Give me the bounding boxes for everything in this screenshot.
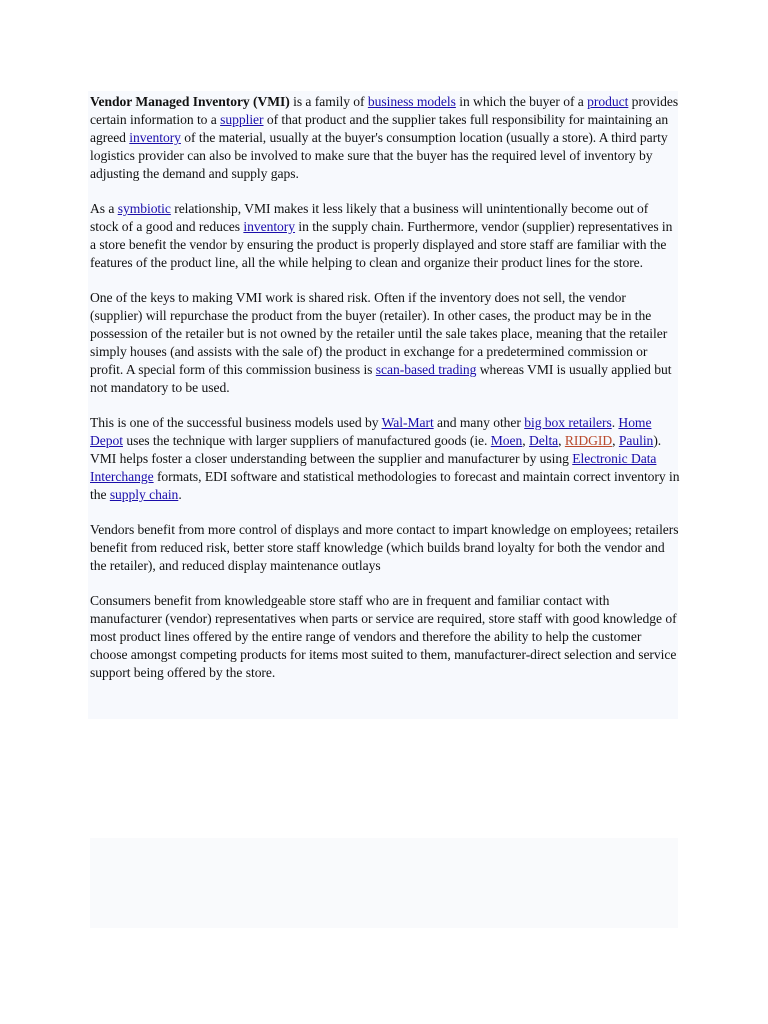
- paragraph-vmi-definition: [90, 93, 680, 183]
- paragraph-text: and many other: [433, 415, 525, 430]
- paragraph-text: is a family of: [289, 94, 368, 109]
- paragraph-text: of the material, usually at the buyer's consumption location (usually a store). A third party logistics provider can also be involved to make sure that the buyer has the required level of inventory by adjusting the demand and supply gaps.: [90, 130, 668, 181]
- link-inventory[interactable]: inventory: [129, 130, 181, 145]
- paragraph-text: This is one of the successful business models used by: [90, 415, 382, 430]
- link-scan-based-trading[interactable]: scan-based trading: [375, 362, 477, 377]
- link-paulin[interactable]: Paulin: [618, 433, 654, 448]
- paragraph-text: ). VMI helps foster a closer understanding between the supplier and manufacturer by using: [90, 433, 662, 466]
- term-vmi: Vendor Managed Inventory (VMI): [90, 94, 290, 109]
- paragraph-vendor-benefits: Vendors benefit from more control of displays and more contact to impart knowledge on employees; retailers benefit from reduced risk, better store staff knowledge (which builds brand loyalty for both the vendor and the retailer), and reduced display maintenance outlays: [90, 522, 679, 573]
- link-symbiotic[interactable]: symbiotic: [117, 201, 171, 216]
- paragraph-text: whereas VMI is usually applied but not mandatory to be used.: [90, 362, 672, 395]
- link-big-box-retailers[interactable]: big box retailers: [524, 415, 612, 430]
- paragraph-text: As a: [90, 201, 118, 216]
- link-supply-chain[interactable]: supply chain: [109, 487, 179, 502]
- paragraph-text: ,: [558, 433, 565, 448]
- link-electronic-data-interchange[interactable]: Electronic Data Interchange: [90, 451, 657, 484]
- link-ridgid[interactable]: RIDGID: [564, 433, 613, 448]
- link-business-models[interactable]: business models: [367, 94, 456, 109]
- link-home-depot[interactable]: Home Depot: [90, 415, 652, 448]
- empty-content-block: [90, 838, 678, 928]
- paragraph-text: formats, EDI software and statistical methodologies to forecast and maintain correct inventory in the: [90, 469, 680, 502]
- paragraph-text: in the supply chain. Furthermore, vendor (supplier) representatives in a store benefit the vendor by ensuring the product is properly displayed and store staff are familiar with the features of the product line, all the while helping to clean and organize their product lines for the store.: [90, 219, 673, 270]
- link-supplier[interactable]: supplier: [220, 112, 264, 127]
- paragraph-text: .: [611, 415, 619, 430]
- link-wal-mart[interactable]: Wal-Mart: [381, 415, 434, 430]
- paragraph-shared-risk: [90, 289, 680, 397]
- paragraph-text: .: [178, 487, 182, 502]
- paragraph-text: provides certain information to a: [90, 94, 679, 127]
- paragraph-text: One of the keys to making VMI work is shared risk. Often if the inventory does not sell, the vendor (supplier) will repurchase the product from the buyer (retailer). In other cases, the product may be in the possession of the retailer but is not owned by the retailer until the sale takes place, meaning that the retailer simply houses (and assists with the sale of) the product in exchange for a predetermined commission or profit. A special form of this commission business is: [90, 290, 668, 377]
- link-inventory-2[interactable]: inventory: [243, 219, 296, 234]
- paragraph-consumer-benefits: Consumers benefit from knowledgeable store staff who are in frequent and familiar contact with manufacturer (vendor) representatives when parts or service are required, store staff with good knowledge of most product lines offered by the entire range of vendors and therefore the ability to help the customer choose amongst competing products for items most suited to them, manufacturer-direct selection and service support being offered by the store.: [90, 593, 677, 680]
- paragraph-symbiotic: [90, 200, 680, 272]
- article-body: [90, 93, 680, 699]
- paragraph-text: relationship, VMI makes it less likely that a business will unintentionally become out of stock of a good and reduces: [90, 201, 649, 234]
- paragraph-text: ,: [612, 433, 619, 448]
- paragraph-text: in which the buyer of a: [455, 94, 588, 109]
- link-moen[interactable]: Moen: [490, 433, 523, 448]
- link-delta[interactable]: Delta: [528, 433, 559, 448]
- link-product[interactable]: product: [587, 94, 629, 109]
- paragraph-text: of that product and the supplier takes full responsibility for maintaining an agreed: [90, 112, 669, 145]
- paragraph-text: uses the technique with larger suppliers of manufactured goods (ie.: [122, 433, 491, 448]
- paragraph-business-models: [90, 414, 680, 504]
- paragraph-text: ,: [522, 433, 529, 448]
